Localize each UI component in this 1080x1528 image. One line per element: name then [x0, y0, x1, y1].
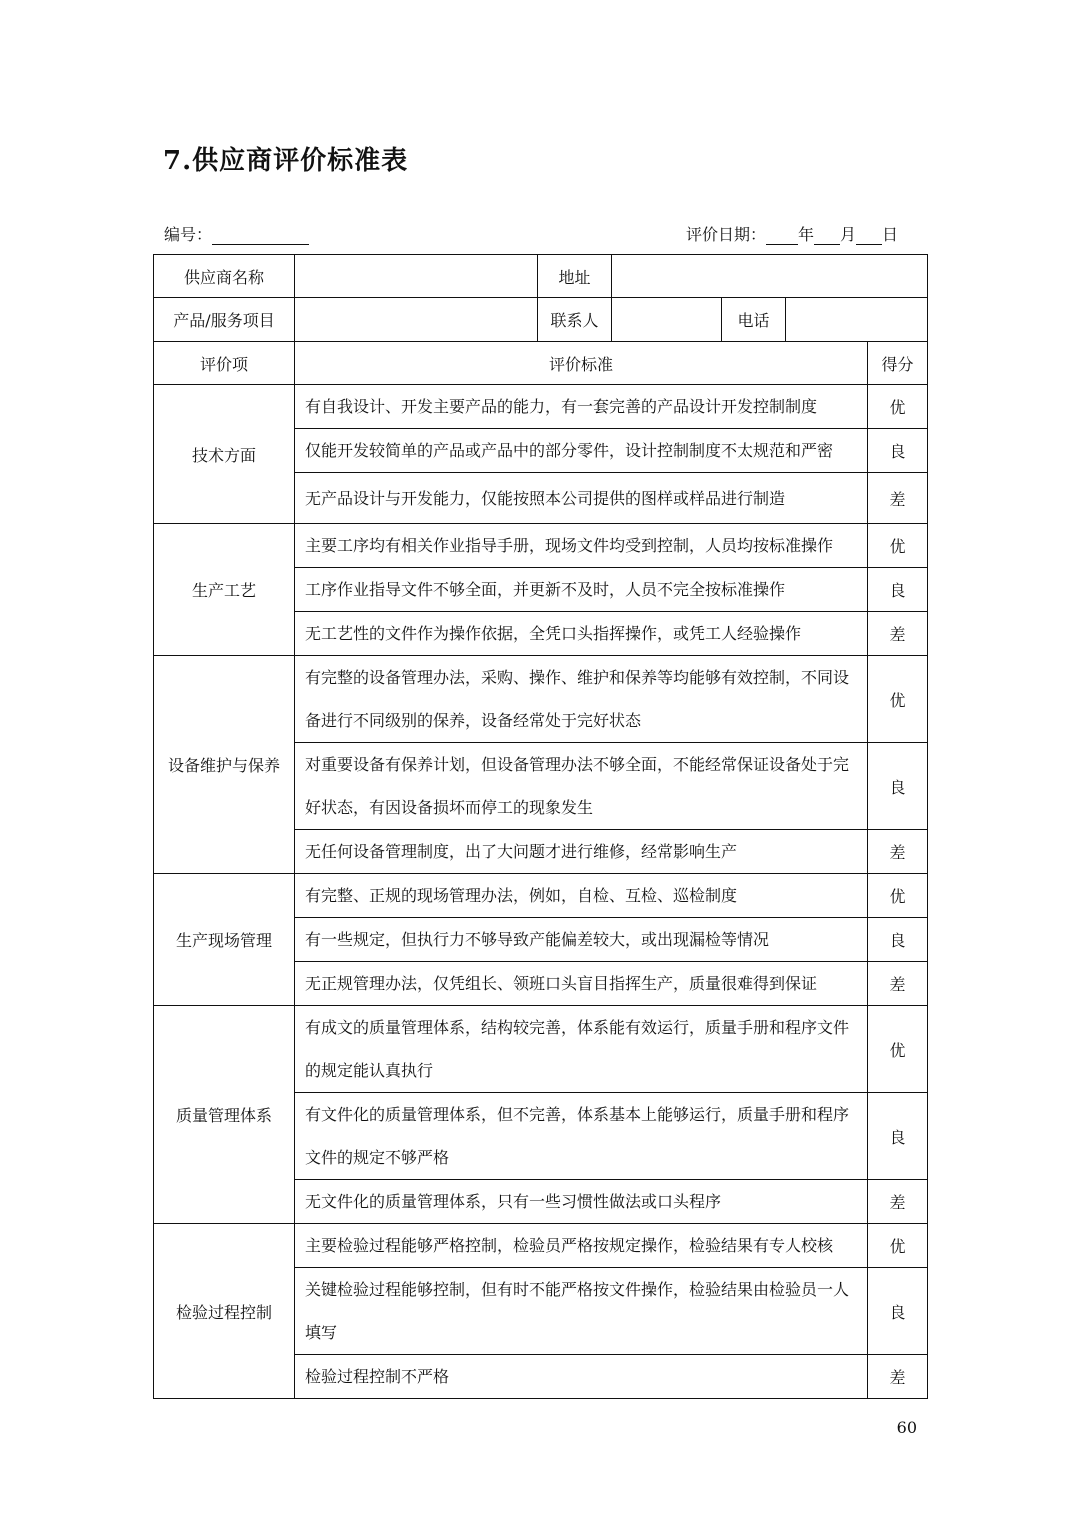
evaluation-criteria: 有完整、正规的现场管理办法，例如，自检、互检、巡检制度	[295, 874, 868, 918]
evaluation-criteria: 主要工序均有相关作业指导手册，现场文件均受到控制，人员均按标准操作	[295, 524, 868, 568]
month-field[interactable]	[814, 228, 840, 245]
header-row	[154, 342, 928, 385]
evaluation-criteria: 工序作业指导文件不够全面，并更新不及时，人员不完全按标准操作	[295, 568, 868, 612]
month-label: 月	[839, 225, 856, 244]
score-grade: 良	[868, 743, 928, 830]
score-grade: 良	[868, 1093, 928, 1180]
score-grade: 差	[868, 1355, 928, 1399]
table-row	[154, 524, 928, 568]
day-field[interactable]	[856, 228, 882, 245]
evaluation-item: 质量管理体系	[154, 1006, 295, 1224]
evaluation-item: 设备维护与保养	[154, 656, 295, 874]
evaluation-criteria: 有成文的质量管理体系，结构较完善，体系能有效运行，质量手册和程序文件的规定能认真执行	[295, 1006, 868, 1093]
product-label: 产品/服务项目	[154, 298, 295, 342]
score-grade: 差	[868, 612, 928, 656]
score-grade: 良	[868, 918, 928, 962]
evaluation-criteria: 检验过程控制不严格	[295, 1355, 868, 1399]
product-row	[154, 298, 928, 342]
supplier-name-label: 供应商名称	[154, 255, 295, 298]
contact-label: 联系人	[538, 298, 612, 342]
evaluation-criteria: 无文件化的质量管理体系，只有一些习惯性做法或口头程序	[295, 1180, 868, 1224]
supplier-row	[154, 255, 928, 298]
score-grade: 差	[868, 962, 928, 1006]
score-grade: 良	[868, 1268, 928, 1355]
score-grade: 优	[868, 656, 928, 743]
page-title: 7.供应商评价标准表	[163, 146, 409, 176]
table-row	[154, 656, 928, 743]
phone-label: 电话	[722, 298, 786, 342]
score-grade: 差	[868, 473, 928, 524]
evaluation-criteria: 有文件化的质量管理体系，但不完善，体系基本上能够运行，质量手册和程序文件的规定不够严格	[295, 1093, 868, 1180]
contact-field[interactable]	[612, 298, 722, 342]
criteria-header: 评价标准	[295, 342, 868, 385]
phone-field[interactable]	[786, 298, 928, 342]
day-label: 日	[881, 225, 898, 244]
evaluation-criteria: 仅能开发较简单的产品或产品中的部分零件，设计控制制度不太规范和严密	[295, 429, 868, 473]
evaluation-criteria: 无正规管理办法，仅凭组长、领班口头盲目指挥生产，质量很难得到保证	[295, 962, 868, 1006]
table-row	[154, 874, 928, 918]
evaluation-criteria: 有完整的设备管理办法，采购、操作、维护和保养等均能够有效控制，不同设备进行不同级别的保养，设备经常处于完好状态	[295, 656, 868, 743]
year-label: 年	[797, 225, 814, 244]
table-row	[154, 385, 928, 429]
form-number-label: 编号：	[164, 225, 213, 244]
evaluation-item: 技术方面	[154, 385, 295, 524]
score-grade: 优	[868, 524, 928, 568]
evaluation-criteria: 主要检验过程能够严格控制，检验员严格按规定操作，检验结果有专人校核	[295, 1224, 868, 1268]
evaluation-item: 检验过程控制	[154, 1224, 295, 1399]
score-grade: 差	[868, 830, 928, 874]
score-grade: 优	[868, 1224, 928, 1268]
evaluation-criteria: 有自我设计、开发主要产品的能力，有一套完善的产品设计开发控制制度	[295, 385, 868, 429]
score-grade: 优	[868, 874, 928, 918]
evaluation-criteria: 无产品设计与开发能力，仅能按照本公司提供的图样或样品进行制造	[295, 473, 868, 524]
address-label: 地址	[538, 255, 612, 298]
evaluation-item: 生产现场管理	[154, 874, 295, 1006]
evaluation-criteria: 有一些规定，但执行力不够导致产能偏差较大，或出现漏检等情况	[295, 918, 868, 962]
evaluation-criteria: 关键检验过程能够控制，但有时不能严格按文件操作，检验结果由检验员一人填写	[295, 1268, 868, 1355]
evaluation-item: 生产工艺	[154, 524, 295, 656]
page-number: 60	[896, 1418, 917, 1437]
score-grade: 优	[868, 1006, 928, 1093]
score-grade: 优	[868, 385, 928, 429]
form-number-field[interactable]	[212, 228, 309, 245]
supplier-name-field[interactable]	[295, 255, 538, 298]
product-field[interactable]	[295, 298, 538, 342]
evaluation-criteria: 无任何设备管理制度，出了大问题才进行维修，经常影响生产	[295, 830, 868, 874]
evaluation-table	[153, 254, 928, 1399]
date-label: 评价日期：	[685, 225, 766, 244]
evaluation-criteria: 对重要设备有保养计划，但设备管理办法不够全面，不能经常保证设备处于完好状态，有因设备损坏而停工的现象发生	[295, 743, 868, 830]
form-number	[164, 222, 309, 245]
table-row	[154, 1224, 928, 1268]
score-grade: 差	[868, 1180, 928, 1224]
evaluation-criteria: 无工艺性的文件作为操作依据，全凭口头指挥操作，或凭工人经验操作	[295, 612, 868, 656]
table-row	[154, 1006, 928, 1093]
address-field[interactable]	[612, 255, 928, 298]
evaluation-date	[686, 222, 898, 245]
item-header: 评价项	[154, 342, 295, 385]
score-grade: 良	[868, 568, 928, 612]
score-header: 得分	[868, 342, 928, 385]
score-grade: 良	[868, 429, 928, 473]
year-field[interactable]	[766, 228, 798, 245]
